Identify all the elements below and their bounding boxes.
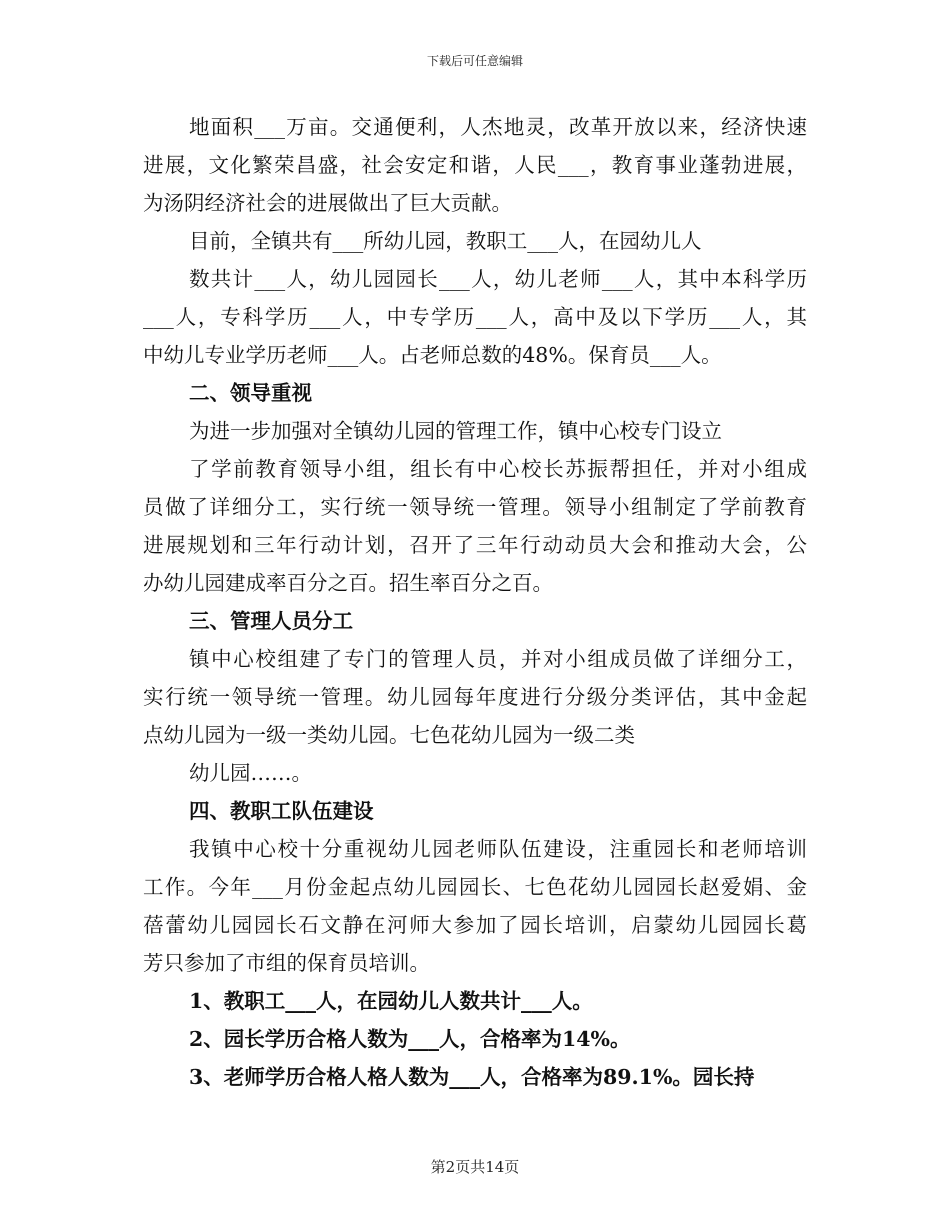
paragraph-line: 进展，文化繁荣昌盛，社会安定和谐，人民___，教育事业蓬勃进展， xyxy=(143,153,807,177)
section-heading-line: 1、教职工___人，在园幼儿人数共计___人。 xyxy=(189,989,593,1013)
section-heading-line: 2、园长学历合格人数为___人，合格率为14%。 xyxy=(189,1027,631,1051)
page-footer: 第2页共14页 xyxy=(430,1158,520,1176)
paragraph-line: 工作。今年___月份金起点幼儿园园长、七色花幼儿园园长赵爱娟、金 xyxy=(143,875,807,899)
section-heading-line: 三、管理人员分工 xyxy=(189,609,353,633)
paragraph-line: 幼儿园……。 xyxy=(189,761,312,785)
paragraph-line: ___人，专科学历___人，中专学历___人，高中及以下学历___人，其 xyxy=(143,305,807,329)
page-header: 下载后可任意编辑 xyxy=(426,54,523,68)
paragraph-line: 镇中心校组建了专门的管理人员，并对小组成员做了详细分工， xyxy=(189,647,807,671)
paragraph-line: 点幼儿园为一级一类幼儿园。七色花幼儿园为一级二类 xyxy=(143,723,635,747)
paragraph-line: 地面积___万亩。交通便利，人杰地灵，改革开放以来，经济快速 xyxy=(189,115,807,139)
paragraph-line: 蓓蕾幼儿园园长石文静在河师大参加了园长培训，启蒙幼儿园园长葛 xyxy=(143,913,807,937)
paragraph-line: 我镇中心校十分重视幼儿园老师队伍建设，注重园长和老师培训 xyxy=(189,837,807,861)
paragraph-line: 为进一步加强对全镇幼儿园的管理工作，镇中心校专门设立 xyxy=(189,419,722,443)
paragraph-line: 了学前教育领导小组，组长有中心校长苏振帮担任，并对小组成 xyxy=(189,457,807,481)
section-heading-line: 3、老师学历合格人格人数为___人，合格率为89.1%。园长持 xyxy=(189,1065,755,1089)
paragraph-line: 数共计___人，幼儿园园长___人，幼儿老师___人，其中本科学历 xyxy=(189,267,807,291)
paragraph-line: 芳只参加了市组的保育员培训。 xyxy=(143,951,430,975)
document-body xyxy=(143,108,807,1096)
paragraph-line: 实行统一领导统一管理。幼儿园每年度进行分级分类评估，其中金起 xyxy=(143,685,807,709)
section-heading-line: 四、教职工队伍建设 xyxy=(189,799,374,823)
paragraph-line: 为汤阴经济社会的进展做出了巨大贡献。 xyxy=(143,191,512,215)
paragraph-line: 目前，全镇共有___所幼儿园，教职工___人，在园幼儿人 xyxy=(189,229,702,253)
section-heading-line: 二、领导重视 xyxy=(189,381,312,405)
paragraph-line: 办幼儿园建成率百分之百。招生率百分之百。 xyxy=(143,571,553,595)
paragraph-line: 进展规划和三年行动计划，召开了三年行动动员大会和推动大会，公 xyxy=(143,533,807,557)
paragraph-line: 中幼儿专业学历老师___人。占老师总数的48%。保育员___人。 xyxy=(143,343,722,367)
paragraph-line: 员做了详细分工，实行统一领导统一管理。领导小组制定了学前教育 xyxy=(143,495,807,519)
